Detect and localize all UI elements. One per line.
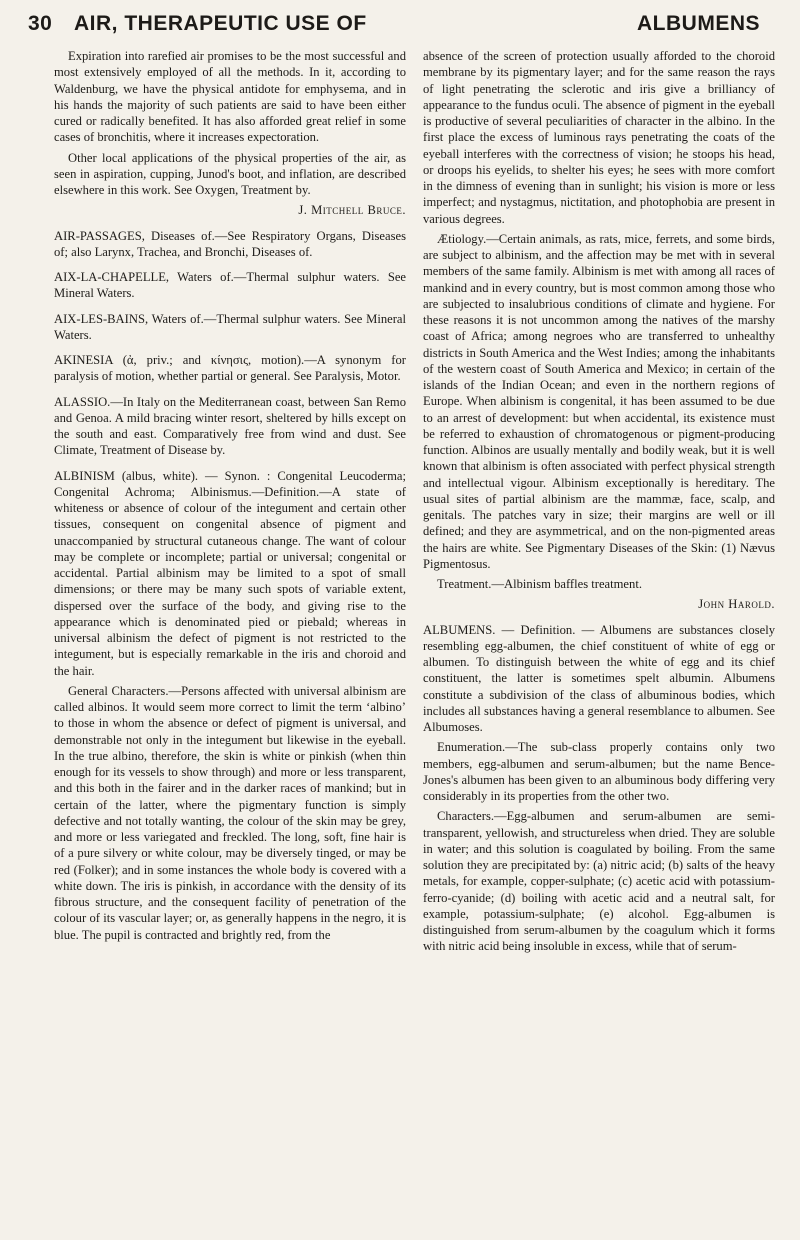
paragraph-characters: Characters.—Egg-albumen and serum-albumen are semi-transparent, yellowish, and structureless when dried. They are soluble in water; and this solution is coagulated by boiling. From the same solution they are precipitated by: (a) nitric acid; (b) salts of the heavy metals, for example, copper-sulphate; (c) acetic acid with potassium-ferro-cyanide; (d) boiling with acetic acid and a neutral salt, for example, potassium-sulphate; (e) alcohol. Egg-albumen is distinguished from serum-albumen by the coagulum which it forms with nitric acid being insoluble in excess, while that of serum-	[423, 809, 775, 954]
entry-akinesia: AKINESIA (ἀ, priv.; and κίνησις, motion).—A synonym for paralysis of motion, whether partial or general. See Paralysis, Motor.	[54, 353, 406, 384]
paragraph-enumeration: Enumeration.—The sub-class properly contains only two members, egg-albumen and serum-albumen; but the name Bence-Jones's albumen has been given to an albuminous body differing very considerably in its properties from the other two.	[423, 740, 775, 803]
author-signature: John Harold.	[698, 597, 775, 612]
paragraph-general-characters: General Characters.—Persons affected with universal albinism are called albinos. It would seem more correct to limit the term ‘albino’ to those in whom the absence or defect of pigment is universal, and demonstrable not only in the integument but likewise in the eyeball. In the true albino, therefore, the skin is white or pinkish (when thin enough for its vessels to show through) and more or less transparent, and this both in the fairer and in the darker races of mankind; but in certain of the latter, where the pigmentary function is simply defective and not totally wanting, the colour of the skin may be grey, and more or less variegated and freckled. The long, soft, fine hair is of a pure silvery or white colour, may be diversely tinged, or may be red (Folker); and in some instances the whole body is covered with a white down. The iris is pinkish, in accordance with the density of its fibrous structure, and the consequent facility of penetration of the colour of its vascular layer; or, as generally happens in the negro, it is blue. The pupil is contracted and brightly red, from the	[54, 683, 406, 942]
paragraph-aetiology: Ætiology.—Certain animals, as rats, mice, ferrets, and some birds, are subject to albinism, and the affection may be met with in several members of the same family. Albinism is met with among all races of mankind and in every country, but is most common among those who are subjected to insalubrious conditions of climate and hygiene. For these reasons it is not uncommon among the natives of the marshy coast of Africa; among negroes who are transferred to unhealthy districts in South America and the West Indies; among the inhabitants of the western coast of South America and Mexico; in certain of the islands of the Indian Ocean; and even in the northern regions of Europe. When albinism is congenital, it has been assumed to be due to an arrest of development: but when accidental, its existence must be referred to exhaustion of chromatogenous or pigment-producing function. Albinos are usually mentally and bodily weak, but it is well known that albinism is often associated with perfect physical strength and intellectual vigour. Albinism exceptionally is hereditary. The usual sites of partial albinism are the mammæ, face, scalp, and genitals. The patches vary in size; their margins are well or ill defined; and they are asymmetrical, and on the non-pigmented areas the hairs are white. See Pigmentary Diseases of the Skin: (1) Nævus Pigmentosus.	[423, 231, 775, 571]
header-right-title: ALBUMENS	[637, 12, 760, 35]
entry-alassio: ALASSIO.—In Italy on the Mediterranean coast, between San Remo and Genoa. A mild bracing winter resort, sheltered by hills except on the south and east. Comparatively free from wind and dust. See Climate, Treatment of Disease by.	[54, 394, 406, 458]
page-number: 30	[28, 12, 53, 35]
entry-aix-la-chapelle: AIX-LA-CHAPELLE, Waters of.—Thermal sulphur waters. See Mineral Waters.	[54, 270, 406, 301]
entry-albumens: ALBUMENS. — Definition. — Albumens are substances closely resembling egg-albumen, the chief constituent of white of egg or albumen. To distinguish between the white of egg and its chief constituent, the latter is sometimes spelt albumin. Albumens constitute a subdivision of the class of albuminous bodies, which includes all substances having a general resemblance to albumen. See Albumoses.	[423, 622, 775, 734]
paragraph-expiration: Expiration into rarefied air promises to be the most successful and most extensively employed of all the methods. In it, according to Waldenburg, we have the physical antidote for emphysema, and in his hands the majority of such patients are said to have been either cured or radically benefited. It has also afforded great relief in some cases of bronchitis, where it increases expectoration.	[54, 49, 406, 145]
entry-albinism: ALBINISM (albus, white). — Synon. : Congenital Leucoderma; Congenital Achroma; Albinismus.—Definition.—A state of whiteness or absence of colour of the integument and certain other tissues, consequent on congenital absence of pigment and unaccompanied by structural cutaneous change. The want of colour may be complete or incomplete; partial or universal; congenital or accidental. Partial albinism may be limited to a spot of small dimensions; or there may be many such spots of variable extent, dispersed over the surface of the body, and giving rise to the appearance which is denominated pied or piebald; whereas in universal albinism the defect of pigment is not restricted to the integument, but is especially remarkable in the iris and choroid and the hair.	[54, 468, 406, 678]
left-column	[54, 48, 406, 947]
entry-air-passages: AIR-PASSAGES, Diseases of.—See Respiratory Organs, Diseases of; also Larynx, Trachea, and Bronchi, Diseases of.	[54, 228, 406, 259]
paragraph-treatment: Treatment.—Albinism baffles treatment.	[437, 577, 642, 591]
paragraph-local-applications: Other local applications of the physical properties of the air, as seen in aspiration, cupping, Junod's boot, and inflation, are described elsewhere in this work. See Oxygen, Treatment by.	[54, 150, 406, 197]
running-header	[28, 6, 760, 40]
author-signature: J. Mitchell Bruce.	[298, 203, 406, 218]
header-left-title: AIR, THERAPEUTIC USE OF	[74, 12, 367, 35]
right-column	[423, 48, 775, 959]
entry-aix-les-bains: AIX-LES-BAINS, Waters of.—Thermal sulphur waters. See Mineral Waters.	[54, 311, 406, 342]
paragraph-eye-continued: absence of the screen of protection usually afforded to the choroid membrane by its pigmentary layer; and for the same reason the rays of light penetrating the sclerotic and iris give a brilliancy of appearance to the fundus oculi. The absence of pigment in the eyeball is productive of several peculiarities of character in the albino. In the first place the excess of luminous rays penetrating the coats of the eyeball interferes with the correctness of vision; he stoops his head, or droops his eyelids, to shelter his eyes; he sees with more comfort in the dimness of evening than in sunlight; his vision is more or less imperfect; and nystagmus, nictitation, and photophobia are present in various degrees.	[423, 49, 775, 226]
